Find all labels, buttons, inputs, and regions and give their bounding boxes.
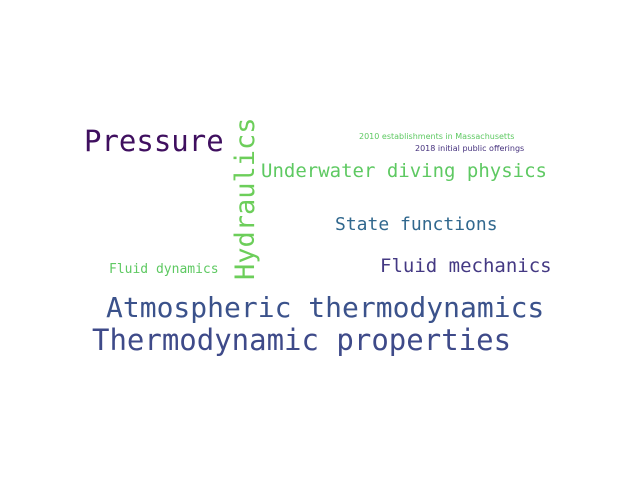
word-atmospheric-thermodynamics: Atmospheric thermodynamics [106,291,545,324]
word-underwater-diving-physics: Underwater diving physics [261,160,547,182]
word-pressure: Pressure [84,124,224,158]
word-fluid-dynamics: Fluid dynamics [109,262,219,277]
word-fluid-mechanics: Fluid mechanics [380,255,552,277]
word-thermodynamic-properties: Thermodynamic properties [92,323,512,357]
word-2010-establishments: 2010 establishments in Massachusetts [359,132,515,141]
word-state-functions: State functions [335,214,498,235]
word-hydraulics: Hydraulics [230,117,261,280]
word-2018-ipo: 2018 initial public offerings [415,144,525,153]
